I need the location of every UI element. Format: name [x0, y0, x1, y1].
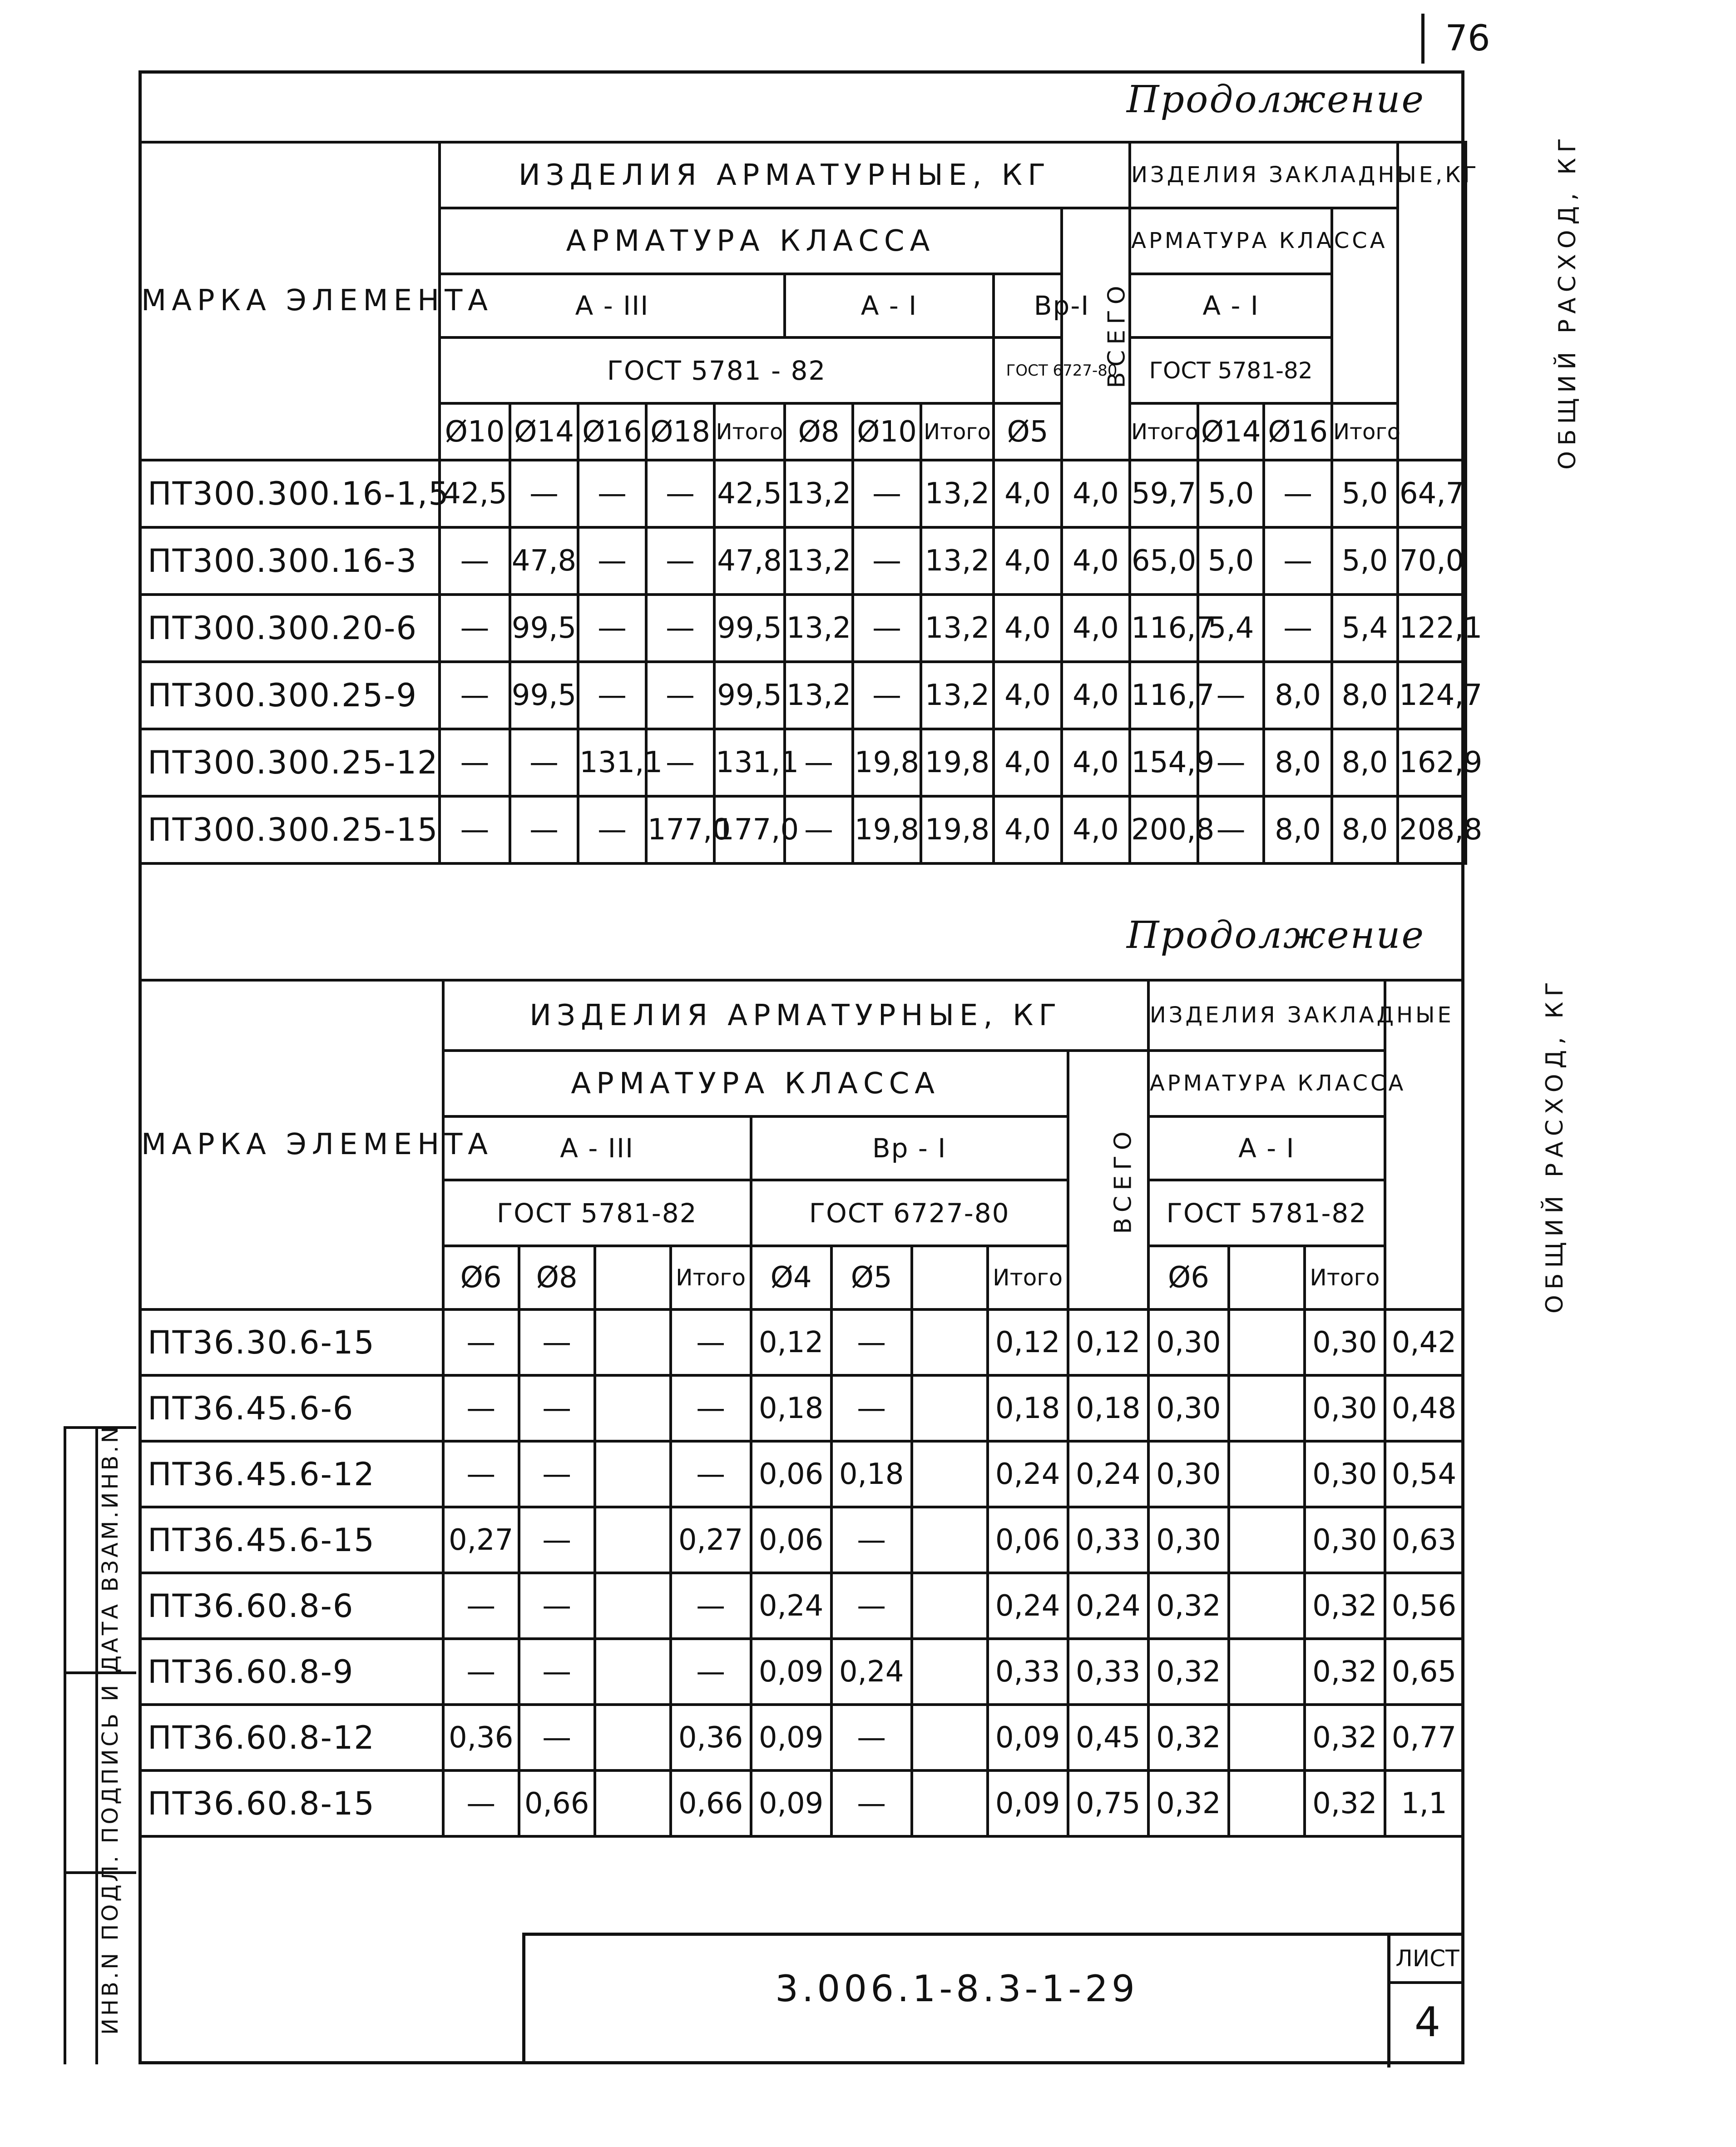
column-header: Ø5: [994, 403, 1062, 460]
cell: 47,8: [510, 527, 578, 595]
table-row: [140, 460, 1466, 527]
column-header: Ø10: [853, 403, 921, 460]
cell: 0,24: [1068, 1573, 1148, 1639]
class-a1-embedded-header: А - I: [1130, 274, 1332, 337]
cell: 0,24: [751, 1573, 831, 1639]
sheet-label: ЛИСТ: [1390, 1936, 1464, 1984]
cell: [595, 1770, 671, 1836]
table-row: [140, 595, 1466, 662]
cell: 0,06: [988, 1507, 1068, 1573]
cell: —: [671, 1309, 751, 1375]
cell: 8,0: [1264, 796, 1332, 863]
cell: [912, 1639, 988, 1705]
cell: 0,65: [1385, 1639, 1463, 1705]
cell: 5,0: [1332, 527, 1398, 595]
table-row: [140, 1705, 1463, 1770]
cell: [595, 1375, 671, 1441]
column-header: Итого: [1305, 1246, 1385, 1309]
cell: 0,30: [1148, 1507, 1229, 1573]
cell: 8,0: [1332, 729, 1398, 796]
cell: 0,32: [1148, 1573, 1229, 1639]
cell: —: [1264, 527, 1332, 595]
cell: 0,48: [1385, 1375, 1463, 1441]
cell: —: [646, 460, 714, 527]
cell: 13,2: [921, 662, 994, 729]
cell: —: [853, 460, 921, 527]
table-row: [140, 1770, 1463, 1836]
cell: 0,33: [1068, 1639, 1148, 1705]
cell: 4,0: [1062, 662, 1130, 729]
gost-wire-header: ГОСТ 6727-80: [751, 1180, 1068, 1246]
cell: 4,0: [994, 662, 1062, 729]
cell: 99,5: [714, 595, 785, 662]
cell: 47,8: [714, 527, 785, 595]
column-header: Ø6: [443, 1246, 519, 1309]
row-mark: ПТ300.300.20-6: [140, 595, 440, 662]
cell: 131,1: [714, 729, 785, 796]
cell: 4,0: [1062, 796, 1130, 863]
cell: 200,8: [1130, 796, 1198, 863]
cell: 4,0: [1062, 460, 1130, 527]
title-block: [522, 1933, 1464, 2064]
cell: —: [646, 595, 714, 662]
cell: 0,66: [519, 1770, 595, 1836]
cell: 0,42: [1385, 1309, 1463, 1375]
cell: 0,30: [1148, 1441, 1229, 1507]
column-header: Ø16: [578, 403, 646, 460]
cell: —: [578, 662, 646, 729]
cell: —: [510, 460, 578, 527]
cell: 64,7: [1398, 460, 1466, 527]
cell: [1229, 1573, 1305, 1639]
cell: —: [578, 796, 646, 863]
cell: [1229, 1639, 1305, 1705]
spec-table-1: [138, 133, 1582, 865]
cell: [595, 1441, 671, 1507]
cell: —: [1198, 796, 1264, 863]
row-mark: ПТ36.45.6-6: [140, 1375, 443, 1441]
cell: 0,33: [1068, 1507, 1148, 1573]
overall-consumption-header: ОБЩИЙ РАСХОД, КГ: [1398, 142, 1466, 460]
cell: [912, 1507, 988, 1573]
cell: 0,09: [751, 1705, 831, 1770]
cell: 0,30: [1305, 1441, 1385, 1507]
cell: 116,7: [1130, 595, 1198, 662]
cell: —: [646, 662, 714, 729]
cell: 5,0: [1332, 460, 1398, 527]
cell: —: [510, 729, 578, 796]
page-number: 76: [1421, 14, 1511, 64]
cell: —: [440, 527, 510, 595]
cell: 8,0: [1264, 729, 1332, 796]
cell: —: [1198, 729, 1264, 796]
cell: —: [671, 1441, 751, 1507]
column-header: Итого: [671, 1246, 751, 1309]
spec-table-2: [138, 976, 1568, 1838]
cell: 0,12: [751, 1309, 831, 1375]
row-mark: ПТ300.300.25-15: [140, 796, 440, 863]
cell: 0,27: [443, 1507, 519, 1573]
cell: 42,5: [440, 460, 510, 527]
cell: [1229, 1770, 1305, 1836]
cell: —: [440, 595, 510, 662]
cell: 5,0: [1198, 460, 1264, 527]
row-mark: ПТ36.45.6-12: [140, 1441, 443, 1507]
cell: [912, 1375, 988, 1441]
rebar-products-header: ИЗДЕЛИЯ АРМАТУРНЫЕ, КГ: [440, 142, 1130, 208]
cell: [595, 1639, 671, 1705]
cell: —: [646, 729, 714, 796]
rebar-class-header: АРМАТУРА КЛАССА: [440, 208, 1062, 274]
cell: 0,36: [443, 1705, 519, 1770]
cell: 8,0: [1332, 796, 1398, 863]
cell: [1229, 1705, 1305, 1770]
cell: 0,12: [988, 1309, 1068, 1375]
cell: 13,2: [921, 527, 994, 595]
row-mark: ПТ36.60.8-15: [140, 1770, 443, 1836]
column-header: Ø8: [519, 1246, 595, 1309]
table-row: [140, 729, 1466, 796]
cell: —: [519, 1573, 595, 1639]
cell: 5,4: [1198, 595, 1264, 662]
cell: 13,2: [785, 527, 853, 595]
cell: —: [831, 1375, 912, 1441]
cell: 4,0: [994, 729, 1062, 796]
row-mark: ПТ300.300.16-3: [140, 527, 440, 595]
table-row: [140, 1441, 1463, 1507]
cell: —: [440, 662, 510, 729]
cell: —: [510, 796, 578, 863]
cell: 42,5: [714, 460, 785, 527]
cell: 0,09: [988, 1705, 1068, 1770]
class-a1-header: А - I: [785, 274, 994, 337]
column-header: Ø8: [785, 403, 853, 460]
column-header: Ø10: [440, 403, 510, 460]
cell: 5,0: [1198, 527, 1264, 595]
cell: 0,24: [1068, 1441, 1148, 1507]
column-header: Итого: [714, 403, 785, 460]
cell: 4,0: [994, 460, 1062, 527]
embedded-class-header: АРМАТУРА КЛАССА: [1148, 1051, 1385, 1116]
cell: 70,0: [1398, 527, 1466, 595]
table-row: [140, 1573, 1463, 1639]
sheet-box: [1387, 1936, 1464, 2068]
cell: 0,54: [1385, 1441, 1463, 1507]
embedded-products-header: ИЗДЕЛИЯ ЗАКЛАДНЫЕ,КГ: [1130, 142, 1398, 208]
cell: 1,1: [1385, 1770, 1463, 1836]
side-stamp-border: [64, 1426, 66, 2064]
cell: 0,32: [1148, 1639, 1229, 1705]
continuation-label: Продолжение: [1126, 914, 1425, 957]
cell: —: [440, 796, 510, 863]
class-bp1-header: Bр-I: [994, 274, 1130, 337]
row-mark: ПТ36.30.6-15: [140, 1309, 443, 1375]
column-header: Итого: [988, 1246, 1068, 1309]
cell: —: [1264, 460, 1332, 527]
cell: —: [785, 796, 853, 863]
gost-header: ГОСТ 5781-82: [443, 1180, 751, 1246]
cell: 0,09: [751, 1639, 831, 1705]
column-header: [1229, 1246, 1305, 1309]
cell: 177,0: [646, 796, 714, 863]
row-mark: ПТ36.45.6-15: [140, 1507, 443, 1573]
column-header: Ø5: [831, 1246, 912, 1309]
total-header: ВСЕГО: [1068, 1051, 1148, 1309]
row-mark: ПТ300.300.16-1,5: [140, 460, 440, 527]
cell: 0,30: [1305, 1309, 1385, 1375]
column-header: Ø14: [510, 403, 578, 460]
cell: 177,0: [714, 796, 785, 863]
cell: —: [671, 1573, 751, 1639]
cell: —: [831, 1573, 912, 1639]
cell: 0,32: [1305, 1705, 1385, 1770]
column-header: [595, 1246, 671, 1309]
cell: 0,18: [751, 1375, 831, 1441]
mark-header: МАРКА ЭЛЕМЕНТА: [140, 980, 443, 1309]
cell: 4,0: [994, 796, 1062, 863]
cell: 0,75: [1068, 1770, 1148, 1836]
cell: —: [519, 1507, 595, 1573]
cell: 0,30: [1305, 1507, 1385, 1573]
cell: —: [831, 1309, 912, 1375]
mark-header: МАРКА ЭЛЕМЕНТА: [140, 142, 440, 460]
total-header: ВСЕГО: [1062, 208, 1130, 460]
cell: [1229, 1309, 1305, 1375]
cell: 0,66: [671, 1770, 751, 1836]
sheet-number: 4: [1414, 1998, 1441, 2046]
cell: —: [853, 662, 921, 729]
cell: [912, 1770, 988, 1836]
cell: 0,24: [988, 1441, 1068, 1507]
column-header: Итого: [921, 403, 994, 460]
cell: 124,7: [1398, 662, 1466, 729]
class-a3-header: А - III: [443, 1116, 751, 1180]
cell: 13,2: [785, 460, 853, 527]
cell: 59,7: [1130, 460, 1198, 527]
cell: [1229, 1441, 1305, 1507]
rebar-products-header: ИЗДЕЛИЯ АРМАТУРНЫЕ, КГ: [443, 980, 1148, 1051]
cell: —: [519, 1639, 595, 1705]
cell: 19,8: [921, 796, 994, 863]
cell: 116,7: [1130, 662, 1198, 729]
gost-embedded-header: ГОСТ 5781-82: [1148, 1180, 1385, 1246]
cell: 0,45: [1068, 1705, 1148, 1770]
cell: 154,9: [1130, 729, 1198, 796]
cell: 0,27: [671, 1507, 751, 1573]
row-mark: ПТ36.60.8-6: [140, 1573, 443, 1639]
column-header: Ø4: [751, 1246, 831, 1309]
cell: —: [1264, 595, 1332, 662]
cell: [1229, 1507, 1305, 1573]
cell: 19,8: [921, 729, 994, 796]
cell: 4,0: [1062, 729, 1130, 796]
cell: [912, 1573, 988, 1639]
cell: —: [443, 1573, 519, 1639]
cell: 0,36: [671, 1705, 751, 1770]
cell: 99,5: [714, 662, 785, 729]
cell: 4,0: [994, 527, 1062, 595]
embedded-products-header: ИЗДЕЛИЯ ЗАКЛАДНЫЕ: [1148, 980, 1385, 1051]
cell: 99,5: [510, 662, 578, 729]
cell: —: [853, 595, 921, 662]
cell: 208,8: [1398, 796, 1466, 863]
cell: 0,18: [1068, 1375, 1148, 1441]
row-mark: ПТ36.60.8-9: [140, 1639, 443, 1705]
cell: 4,0: [1062, 527, 1130, 595]
cell: 4,0: [1062, 595, 1130, 662]
cell: 19,8: [853, 729, 921, 796]
class-bp1-header: Bр - I: [751, 1116, 1068, 1180]
cell: —: [519, 1309, 595, 1375]
cell: —: [671, 1375, 751, 1441]
table-row: [140, 527, 1466, 595]
cell: 0,77: [1385, 1705, 1463, 1770]
cell: —: [671, 1639, 751, 1705]
cell: [912, 1705, 988, 1770]
column-header: Ø6: [1148, 1246, 1229, 1309]
cell: 0,06: [751, 1507, 831, 1573]
cell: —: [578, 595, 646, 662]
cell: 8,0: [1264, 662, 1332, 729]
cell: 0,30: [1148, 1375, 1229, 1441]
cell: 162,9: [1398, 729, 1466, 796]
cell: [595, 1507, 671, 1573]
cell: —: [1198, 662, 1264, 729]
cell: —: [831, 1705, 912, 1770]
cell: 0,32: [1305, 1573, 1385, 1639]
side-stamp-label: ИНВ.N ПОДЛ. ПОДПИСЬ И ДАТА ВЗАМ.ИНВ.N: [98, 1424, 123, 2035]
cell: 13,2: [921, 595, 994, 662]
cell: 0,18: [831, 1441, 912, 1507]
column-header: Ø16: [1264, 403, 1332, 460]
cell: 0,33: [988, 1639, 1068, 1705]
cell: 122,1: [1398, 595, 1466, 662]
cell: [1229, 1375, 1305, 1441]
gost-wire-header: ГОСТ 6727-80: [994, 337, 1130, 403]
table-row: [140, 1639, 1463, 1705]
cell: 65,0: [1130, 527, 1198, 595]
cell: —: [831, 1770, 912, 1836]
cell: 0,32: [1305, 1770, 1385, 1836]
cell: —: [440, 729, 510, 796]
table-row: [140, 1309, 1463, 1375]
table-row: [140, 1375, 1463, 1441]
cell: 0,18: [988, 1375, 1068, 1441]
cell: 0,30: [1305, 1375, 1385, 1441]
cell: —: [443, 1639, 519, 1705]
cell: 13,2: [921, 460, 994, 527]
cell: —: [831, 1507, 912, 1573]
rebar-class-header: АРМАТУРА КЛАССА: [443, 1051, 1068, 1116]
cell: 0,09: [988, 1770, 1068, 1836]
row-mark: ПТ300.300.25-9: [140, 662, 440, 729]
cell: 8,0: [1332, 662, 1398, 729]
cell: 0,12: [1068, 1309, 1148, 1375]
cell: —: [443, 1375, 519, 1441]
cell: 0,63: [1385, 1507, 1463, 1573]
cell: —: [519, 1375, 595, 1441]
cell: 0,06: [751, 1441, 831, 1507]
column-header: Итого: [1130, 403, 1198, 460]
cell: 0,56: [1385, 1573, 1463, 1639]
cell: 5,4: [1332, 595, 1398, 662]
cell: —: [519, 1441, 595, 1507]
table-row: [140, 1507, 1463, 1573]
cell: —: [443, 1309, 519, 1375]
cell: —: [578, 460, 646, 527]
cell: —: [578, 527, 646, 595]
cell: —: [443, 1441, 519, 1507]
cell: 0,24: [831, 1639, 912, 1705]
column-header: Итого: [1332, 403, 1398, 460]
gost-embedded-header: ГОСТ 5781-82: [1130, 337, 1332, 403]
continuation-label: Продолжение: [1126, 78, 1425, 121]
cell: [595, 1573, 671, 1639]
table-row: [140, 796, 1466, 863]
row-mark: ПТ300.300.25-12: [140, 729, 440, 796]
overall-consumption-header: ОБЩИЙ РАСХОД, КГ: [1385, 980, 1463, 1309]
cell: 131,1: [578, 729, 646, 796]
document-code: 3.006.1-8.3-1-29: [775, 1968, 1138, 2010]
class-a1-embedded-header: А - I: [1148, 1116, 1385, 1180]
row-mark: ПТ36.60.8-12: [140, 1705, 443, 1770]
cell: 13,2: [785, 595, 853, 662]
cell: [912, 1309, 988, 1375]
cell: [595, 1705, 671, 1770]
cell: 0,32: [1148, 1770, 1229, 1836]
cell: —: [853, 527, 921, 595]
column-header: [912, 1246, 988, 1309]
column-header: Ø14: [1198, 403, 1264, 460]
cell: 99,5: [510, 595, 578, 662]
cell: 0,32: [1148, 1705, 1229, 1770]
embedded-class-header: АРМАТУРА КЛАССА: [1130, 208, 1332, 274]
cell: [912, 1441, 988, 1507]
cell: 0,24: [988, 1573, 1068, 1639]
cell: 13,2: [785, 662, 853, 729]
cell: 19,8: [853, 796, 921, 863]
cell: 0,30: [1148, 1309, 1229, 1375]
cell: —: [519, 1705, 595, 1770]
cell: 4,0: [994, 595, 1062, 662]
column-header: Ø18: [646, 403, 714, 460]
cell: —: [785, 729, 853, 796]
class-a3-header: А - III: [440, 274, 785, 337]
gost-header: ГОСТ 5781 - 82: [440, 337, 994, 403]
cell: —: [646, 527, 714, 595]
cell: [595, 1309, 671, 1375]
cell: 0,09: [751, 1770, 831, 1836]
cell: 0,32: [1305, 1639, 1385, 1705]
table-row: [140, 662, 1466, 729]
cell: —: [443, 1770, 519, 1836]
